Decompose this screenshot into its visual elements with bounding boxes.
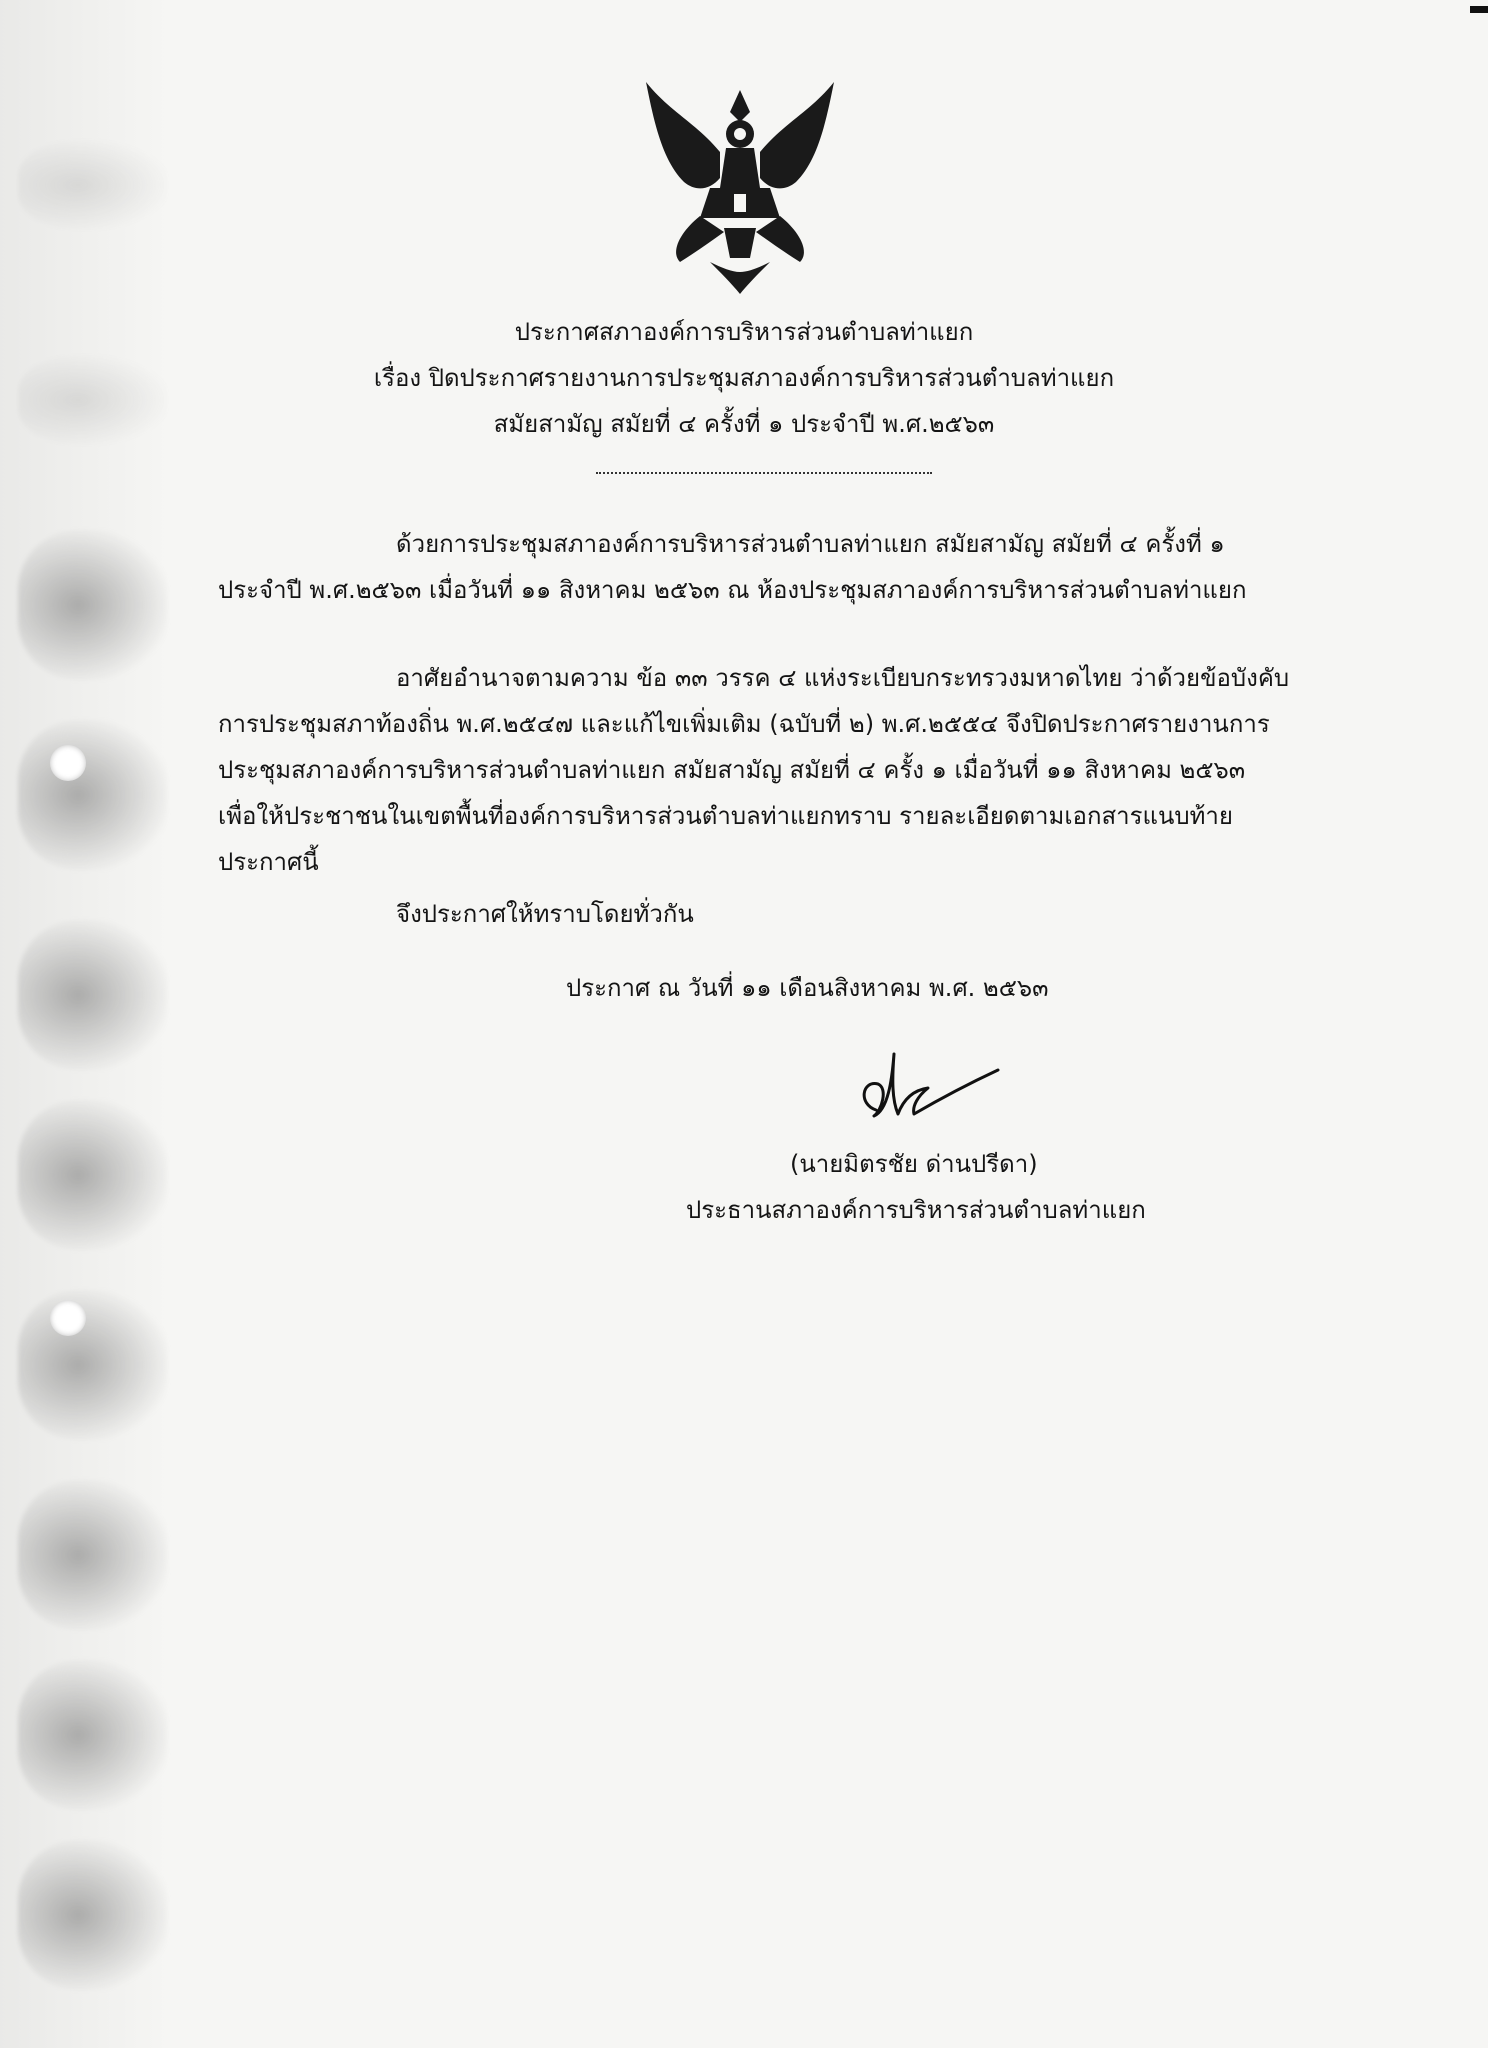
scan-smudge bbox=[18, 140, 168, 230]
paragraph-2-line-5: ประกาศนี้ bbox=[218, 848, 319, 876]
scan-smudge bbox=[18, 1480, 168, 1630]
scan-smudge bbox=[18, 920, 168, 1070]
handwritten-signature bbox=[848, 1040, 1008, 1140]
punch-hole bbox=[50, 1300, 86, 1336]
title-separator bbox=[596, 472, 932, 474]
scan-smudge bbox=[18, 720, 168, 870]
paragraph-2-line-2: การประชุมสภาท้องถิ่น พ.ศ.๒๕๔๗ และแก้ไขเพิ่มเติม (ฉบับที่ ๒) พ.ศ.๒๕๕๔ จึงปิดประกาศรายงานการ bbox=[218, 710, 1270, 738]
paragraph-2-line-4: เพื่อให้ประชาชนในเขตพื้นที่องค์การบริหารส่วนตำบลท่าแยกทราบ รายละเอียดตามเอกสารแนบท้าย bbox=[218, 802, 1233, 830]
signatory-position: ประธานสภาองค์การบริหารส่วนตำบลท่าแยก bbox=[686, 1196, 1146, 1224]
closing-statement: จึงประกาศให้ทราบโดยทั่วกัน bbox=[396, 900, 694, 928]
signatory-name: (นายมิตรชัย ด่านปรีดา) bbox=[790, 1150, 1038, 1178]
paragraph-2-line-1: อาศัยอำนาจตามความ ข้อ ๓๓ วรรค ๔ แห่งระเบียบกระทรวงมหาดไทย ว่าด้วยข้อบังคับ bbox=[396, 664, 1290, 692]
announcement-subject: เรื่อง ปิดประกาศรายงานการประชุมสภาองค์การบริหารส่วนตำบลท่าแยก bbox=[373, 364, 1115, 392]
announcement-session: สมัยสามัญ สมัยที่ ๔ ครั้งที่ ๑ ประจำปี พ.ศ.๒๕๖๓ bbox=[493, 410, 995, 438]
scan-smudge bbox=[18, 1840, 168, 1990]
scan-smudge bbox=[18, 1290, 168, 1440]
paragraph-2-line-3: ประชุมสภาองค์การบริหารส่วนตำบลท่าแยก สมัยสามัญ สมัยที่ ๔ ครั้ง ๑ เมื่อวันที่ ๑๑ สิงหาคม ๒๕๖๓ bbox=[218, 756, 1246, 784]
corner-mark bbox=[1470, 6, 1488, 13]
punch-hole bbox=[50, 745, 86, 781]
scan-smudge bbox=[18, 1100, 168, 1250]
scan-smudge bbox=[18, 1660, 168, 1810]
announcement-title: ประกาศสภาองค์การบริหารส่วนตำบลท่าแยก bbox=[514, 318, 974, 346]
announcement-date: ประกาศ ณ วันที่ ๑๑ เดือนสิงหาคม พ.ศ. ๒๕๖๓ bbox=[566, 974, 1049, 1002]
paragraph-1-line-1: ด้วยการประชุมสภาองค์การบริหารส่วนตำบลท่าแยก สมัยสามัญ สมัยที่ ๔ ครั้งที่ ๑ bbox=[396, 530, 1225, 558]
scan-smudge bbox=[18, 355, 168, 445]
scan-smudge bbox=[18, 530, 168, 680]
paragraph-1-line-2: ประจำปี พ.ศ.๒๕๖๓ เมื่อวันที่ ๑๑ สิงหาคม ๒๕๖๓ ณ ห้องประชุมสภาองค์การบริหารส่วนตำบลท่าแยก bbox=[218, 576, 1247, 604]
garuda-emblem-icon bbox=[640, 82, 840, 294]
